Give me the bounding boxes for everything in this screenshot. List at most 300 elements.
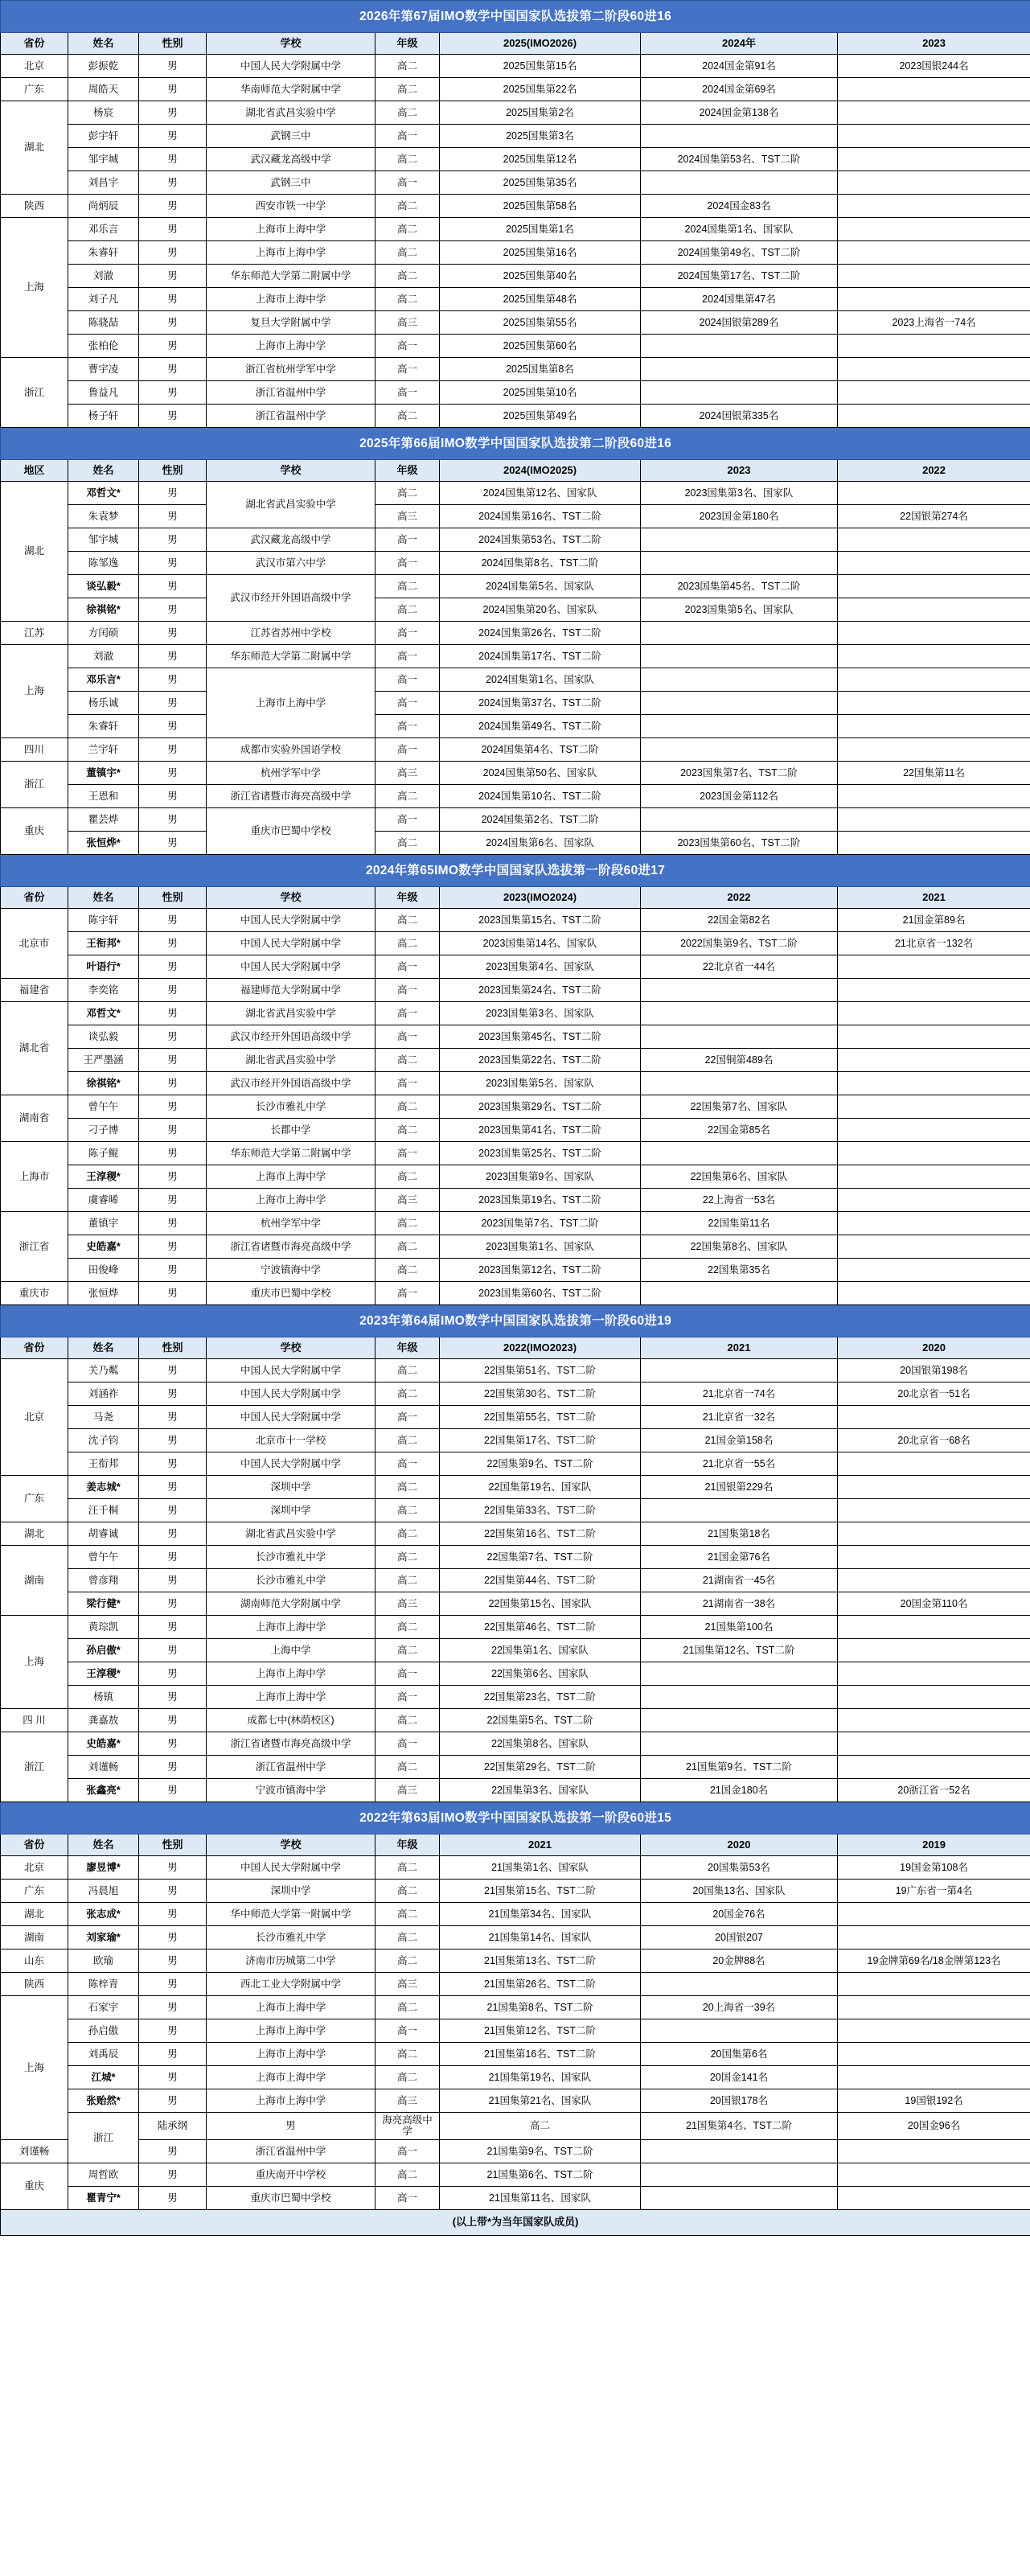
cell-year-2 [641, 979, 838, 1002]
table-row [1, 1996, 1030, 2019]
cell-year-1: 2025国集第2名 [440, 101, 641, 125]
cell-province: 浙江 [1, 1732, 68, 1802]
table-row [1, 1259, 1030, 1282]
cell-year-1: 21国集第4名、TST二阶 [641, 2113, 838, 2140]
cell-grade: 高一 [375, 1002, 440, 1025]
cell-school: 西安市铁一中学 [207, 195, 375, 218]
cell-province: 四川 [1, 738, 68, 762]
table-row [1, 645, 1030, 668]
cell-year-1: 2025国集第3名 [440, 125, 641, 148]
cell-grade: 高二 [375, 1856, 440, 1880]
column-header: 2021 [440, 1834, 641, 1856]
cell-province: 浙江 [1, 358, 68, 428]
table-row [1, 1142, 1030, 1165]
table-row [1, 1499, 1030, 1522]
cell-school: 上海市上海中学 [207, 2043, 375, 2066]
cell-school: 武钢三中 [207, 125, 375, 148]
cell-sex: 男 [139, 1949, 207, 1973]
table-row [1, 218, 1030, 241]
cell-grade: 高二 [440, 2113, 641, 2140]
cell-year-2 [641, 1732, 838, 1756]
cell-year-2: 2024国金第69名 [641, 78, 838, 101]
column-header-row [1, 460, 1030, 482]
cell-grade: 高二 [375, 1616, 440, 1639]
cell-year-3: 19国银192名 [838, 2089, 1030, 2113]
cell-name: 彭宇轩 [68, 125, 139, 148]
table-row [1, 692, 1030, 715]
table-row [1, 1002, 1030, 1025]
column-header: 年级 [375, 33, 440, 55]
cell-name: 姜志城* [68, 1476, 139, 1499]
cell-name: 石家宇 [68, 1996, 139, 2019]
table-section-title-row [1, 1305, 1030, 1337]
cell-school: 武汉藏龙高级中学 [207, 528, 375, 552]
cell-sex: 男 [139, 808, 207, 832]
cell-year-3 [838, 1072, 1030, 1095]
column-header: 性别 [139, 887, 207, 909]
cell-name: 谈弘毅* [68, 575, 139, 598]
cell-sex: 男 [139, 505, 207, 528]
cell-name: 杨宸 [68, 101, 139, 125]
cell-sex: 男 [139, 335, 207, 358]
cell-grade: 高一 [375, 125, 440, 148]
table-row [1, 1359, 1030, 1382]
column-header: 省份 [1, 1834, 68, 1856]
cell-name: 刘家瑜* [68, 1926, 139, 1949]
column-header: 学校 [207, 887, 375, 909]
cell-school: 复旦大学附属中学 [207, 311, 375, 335]
cell-year-2: 22国集第8名、国家队 [641, 1235, 838, 1259]
cell-year-1: 2023国集第14名、国家队 [440, 932, 641, 955]
column-header: 2019 [838, 1834, 1030, 1856]
cell-year-2: 2023国金第112名 [641, 785, 838, 808]
cell-grade: 高二 [375, 78, 440, 101]
cell-name: 彭振乾 [68, 55, 139, 78]
cell-year-3 [838, 1282, 1030, 1305]
cell-year-2: 20金牌88名 [641, 1949, 838, 1973]
table-row [1, 575, 1030, 598]
column-header: 年级 [375, 460, 440, 482]
cell-name: 刘谨畅 [68, 1756, 139, 1779]
cell-year-2 [641, 2186, 838, 2209]
cell-year-3 [838, 1406, 1030, 1429]
cell-year-3 [838, 1142, 1030, 1165]
cell-grade: 高一 [375, 1732, 440, 1756]
cell-sex: 男 [139, 1973, 207, 1996]
cell-year-1: 2024国集第16名、TST二阶 [440, 505, 641, 528]
cell-year-2: 2024国金第91名 [641, 55, 838, 78]
cell-sex: 男 [139, 528, 207, 552]
cell-year-3 [838, 482, 1030, 505]
cell-year-1: 2023国集第24名、TST二阶 [440, 979, 641, 1002]
cell-year-3 [838, 125, 1030, 148]
cell-year-2 [641, 2019, 838, 2043]
table-row [1, 1662, 1030, 1686]
cell-sex: 男 [139, 1235, 207, 1259]
table-row [1, 1973, 1030, 1996]
cell-grade: 高一 [375, 552, 440, 575]
cell-year-3 [838, 1212, 1030, 1235]
cell-year-1: 22国集第23名、TST二阶 [440, 1686, 641, 1709]
table-row [1, 1856, 1030, 1880]
cell-name: 张柏伦 [68, 335, 139, 358]
column-header: 年级 [375, 1337, 440, 1359]
cell-name: 刘禹辰 [68, 2043, 139, 2066]
cell-year-3 [838, 288, 1030, 311]
cell-grade: 高二 [375, 1546, 440, 1569]
cell-sex: 男 [139, 2163, 207, 2186]
cell-grade: 高三 [375, 311, 440, 335]
column-header: 性别 [139, 460, 207, 482]
cell-year-1: 21国集第1名、国家队 [440, 1856, 641, 1880]
cell-year-3 [838, 808, 1030, 832]
cell-year-2: 2023国集第60名、TST二阶 [641, 832, 838, 855]
cell-year-3: 19广东省一第4名 [838, 1880, 1030, 1903]
cell-year-1: 21国集第8名、TST二阶 [440, 1996, 641, 2019]
cell-year-2: 22国集第35名 [641, 1259, 838, 1282]
cell-year-1: 2023国集第60名、TST二阶 [440, 1282, 641, 1305]
cell-grade: 高三 [375, 1973, 440, 1996]
table-row [1, 715, 1030, 738]
cell-name: 梁行健* [68, 1592, 139, 1616]
cell-year-2: 2024国集第1名、国家队 [641, 218, 838, 241]
column-header: 2025(IMO2026) [440, 33, 641, 55]
table-row [1, 1546, 1030, 1569]
column-header: 地区 [1, 460, 68, 482]
cell-school: 成都七中(林荫校区) [207, 1709, 375, 1732]
cell-name: 瞿芸烨 [68, 808, 139, 832]
cell-year-1: 2025国集第49名 [440, 405, 641, 428]
cell-year-1: 2024国集第49名、TST二阶 [440, 715, 641, 738]
cell-name: 朱袁梦 [68, 505, 139, 528]
cell-name: 董镇宇* [68, 762, 139, 785]
cell-year-3 [838, 715, 1030, 738]
cell-grade: 高一 [375, 715, 440, 738]
cell-year-3 [838, 1546, 1030, 1569]
cell-grade: 高二 [375, 575, 440, 598]
table-row [1, 2066, 1030, 2089]
cell-school: 上海市上海中学 [207, 2089, 375, 2113]
cell-school: 西北工业大学附属中学 [207, 1973, 375, 1996]
cell-name: 王衔邦 [68, 1452, 139, 1476]
table-row [1, 311, 1030, 335]
cell-year-1: 2023国集第5名、国家队 [440, 1072, 641, 1095]
column-header: 年级 [375, 1834, 440, 1856]
cell-grade: 高一 [375, 668, 440, 692]
column-header-row [1, 33, 1030, 55]
cell-school: 上海市上海中学 [207, 1616, 375, 1639]
cell-year-2: 2023国集第5名、国家队 [641, 598, 838, 622]
table-row [1, 598, 1030, 622]
table-row [1, 195, 1030, 218]
cell-year-2: 2024国金第138名 [641, 101, 838, 125]
table-row [1, 1119, 1030, 1142]
cell-name: 黄琮凯 [68, 1616, 139, 1639]
cell-grade: 高二 [375, 1095, 440, 1119]
footnote-row [1, 2209, 1030, 2235]
column-header: 2022(IMO2023) [440, 1337, 641, 1359]
cell-year-2: 21国集第18名 [641, 1522, 838, 1546]
cell-name: 刘澈 [68, 645, 139, 668]
cell-grade: 高一 [375, 171, 440, 195]
cell-year-1: 22国集第55名、TST二阶 [440, 1406, 641, 1429]
cell-school: 浙江省温州中学 [207, 1756, 375, 1779]
cell-province: 上海 [1, 1616, 68, 1709]
column-header: 姓名 [68, 33, 139, 55]
cell-name: 董镇宇 [68, 1212, 139, 1235]
cell-year-2 [641, 381, 838, 405]
cell-year-1: 2025国集第48名 [440, 288, 641, 311]
table-row [1, 265, 1030, 288]
cell-grade: 高二 [375, 1476, 440, 1499]
cell-sex: 男 [139, 1282, 207, 1305]
section-title: 2025年第66届IMO数学中国国家队选拔第二阶段60进16 [1, 428, 1030, 460]
cell-grade: 高一 [375, 1662, 440, 1686]
table-row [1, 1686, 1030, 1709]
cell-grade: 高二 [375, 265, 440, 288]
cell-sex: 男 [139, 1429, 207, 1452]
cell-year-1: 2023国集第19名、TST二阶 [440, 1189, 641, 1212]
cell-year-2: 20国银178名 [641, 2089, 838, 2113]
table-row [1, 738, 1030, 762]
cell-school: 中国人民大学附属中学 [207, 55, 375, 78]
cell-year-1: 2024国集第6名、国家队 [440, 832, 641, 855]
cell-grade: 高一 [375, 528, 440, 552]
cell-school: 浙江省诸暨市海亮高级中学 [207, 1732, 375, 1756]
cell-grade: 高一 [375, 1142, 440, 1165]
table-row [1, 1756, 1030, 1779]
cell-grade: 高一 [375, 622, 440, 645]
table-row [1, 1452, 1030, 1476]
column-header: 学校 [207, 1834, 375, 1856]
cell-year-3 [838, 1756, 1030, 1779]
cell-school: 宁波市镇海中学 [207, 1779, 375, 1802]
table-row [1, 1476, 1030, 1499]
cell-year-3 [838, 405, 1030, 428]
cell-year-1: 2024国集第37名、TST二阶 [440, 692, 641, 715]
cell-name: 陈子鲲 [68, 1142, 139, 1165]
table-row [1, 2019, 1030, 2043]
cell-year-3 [838, 358, 1030, 381]
cell-sex: 男 [139, 979, 207, 1002]
cell-year-2: 20国金96名 [838, 2113, 1030, 2140]
table-row [1, 1165, 1030, 1189]
cell-year-3 [838, 1926, 1030, 1949]
table-section-title-row [1, 855, 1030, 887]
cell-year-2 [641, 552, 838, 575]
cell-province: 山东 [1, 1949, 68, 1973]
cell-name: 刘涵祚 [68, 1382, 139, 1406]
cell-school: 华东师范大学第二附属中学 [207, 645, 375, 668]
cell-sex: 男 [139, 1616, 207, 1639]
cell-school: 中国人民大学附属中学 [207, 1359, 375, 1382]
cell-school: 长沙市雅礼中学 [207, 1569, 375, 1592]
table-row [1, 405, 1030, 428]
cell-grade: 高二 [375, 1359, 440, 1382]
table-row [1, 1189, 1030, 1212]
table-row [1, 505, 1030, 528]
cell-sex: 男 [139, 738, 207, 762]
cell-grade: 高二 [375, 2043, 440, 2066]
cell-sex: 男 [139, 1072, 207, 1095]
cell-year-2: 22国金第82名 [641, 909, 838, 932]
cell-name: 曹宇凌 [68, 358, 139, 381]
table-row [1, 1235, 1030, 1259]
cell-sex: 男 [139, 909, 207, 932]
table-row [1, 335, 1030, 358]
cell-name: 王淳稷* [68, 1165, 139, 1189]
cell-name: 胡睿诚 [68, 1522, 139, 1546]
cell-year-3: 22国银第274名 [838, 505, 1030, 528]
cell-grade: 高二 [375, 1522, 440, 1546]
cell-school: 宁波镇海中学 [207, 1259, 375, 1282]
cell-year-3 [838, 1903, 1030, 1926]
cell-year-3 [838, 692, 1030, 715]
cell-school: 上海市上海中学 [207, 288, 375, 311]
cell-year-3: 20浙江省一52名 [838, 1779, 1030, 1802]
cell-grade: 高三 [375, 2089, 440, 2113]
cell-province: 北京市 [1, 909, 68, 979]
cell-year-1: 2024国集第50名、国家队 [440, 762, 641, 785]
cell-year-3 [838, 1259, 1030, 1282]
cell-year-1: 2024国集第26名、TST二阶 [440, 622, 641, 645]
cell-year-2 [641, 1499, 838, 1522]
cell-year-2: 21湖南省一45名 [641, 1569, 838, 1592]
table-row [1, 1025, 1030, 1049]
cell-year-3 [838, 622, 1030, 645]
cell-year-2: 21国金180名 [641, 1779, 838, 1802]
column-header: 2024(IMO2025) [440, 460, 641, 482]
cell-year-2: 20国集第6名 [641, 2043, 838, 2066]
column-header: 省份 [1, 33, 68, 55]
cell-year-2: 2023国集第7名、TST二阶 [641, 762, 838, 785]
cell-year-3: 2023国银244名 [838, 55, 1030, 78]
cell-province: 上海 [1, 1996, 68, 2140]
cell-name: 陈宇轩 [68, 909, 139, 932]
cell-sex: 男 [139, 1732, 207, 1756]
cell-grade: 高二 [375, 1259, 440, 1282]
cell-year-2 [641, 808, 838, 832]
column-header: 2022 [838, 460, 1030, 482]
cell-year-2: 2024国集第49名、TST二阶 [641, 241, 838, 265]
cell-year-1: 2023国集第41名、TST二阶 [440, 1119, 641, 1142]
cell-province: 四 川 [1, 1709, 68, 1732]
cell-year-3 [838, 2139, 1030, 2163]
cell-sex: 男 [139, 265, 207, 288]
table-row [1, 528, 1030, 552]
cell-name: 王衔邦* [68, 932, 139, 955]
cell-grade: 高一 [375, 1686, 440, 1709]
cell-sex: 男 [139, 622, 207, 645]
table-row [1, 1049, 1030, 1072]
column-header: 2023 [838, 33, 1030, 55]
cell-sex: 男 [139, 692, 207, 715]
cell-name: 孙启傲* [68, 1639, 139, 1662]
column-header: 2020 [838, 1337, 1030, 1359]
cell-province: 浙江 [68, 2113, 139, 2163]
cell-sex: 男 [139, 1259, 207, 1282]
cell-province: 上海 [1, 218, 68, 358]
cell-sex: 男 [139, 598, 207, 622]
cell-school: 浙江省诸暨市海亮高级中学 [207, 1235, 375, 1259]
column-header: 2022 [641, 887, 838, 909]
cell-year-1: 2023国集第22名、TST二阶 [440, 1049, 641, 1072]
cell-year-2 [641, 2139, 838, 2163]
cell-sex: 男 [139, 715, 207, 738]
cell-school: 浙江省温州中学 [207, 2139, 375, 2163]
cell-grade: 高二 [375, 1235, 440, 1259]
column-header: 年级 [375, 887, 440, 909]
column-header: 性别 [139, 1337, 207, 1359]
cell-sex: 男 [139, 1546, 207, 1569]
cell-grade: 高二 [375, 932, 440, 955]
cell-school: 济南市历城第二中学 [207, 1949, 375, 1973]
cell-sex: 男 [139, 932, 207, 955]
cell-year-3 [838, 785, 1030, 808]
cell-year-2 [641, 668, 838, 692]
column-header-row [1, 887, 1030, 909]
cell-name: 朱睿轩 [68, 241, 139, 265]
cell-grade: 高二 [375, 1756, 440, 1779]
cell-school: 上海市上海中学 [207, 2066, 375, 2089]
cell-year-3: 2023上海省一74名 [838, 311, 1030, 335]
cell-name: 冯晨旭 [68, 1880, 139, 1903]
cell-year-3 [838, 1616, 1030, 1639]
cell-school: 重庆市巴蜀中学校 [207, 2186, 375, 2209]
cell-school: 武汉市经开外国语高级中学 [207, 1025, 375, 1049]
cell-year-2: 21国集第12名、TST二阶 [641, 1639, 838, 1662]
cell-grade: 高二 [375, 241, 440, 265]
table-row [1, 668, 1030, 692]
table-row [1, 2186, 1030, 2209]
table-row [1, 808, 1030, 832]
cell-sex: 男 [139, 148, 207, 171]
cell-sex: 男 [139, 1522, 207, 1546]
cell-year-2: 2023国集第45名、TST二阶 [641, 575, 838, 598]
section-title: 2022年第63届IMO数学中国国家队选拔第一阶段60进15 [1, 1802, 1030, 1834]
column-header: 2020 [641, 1834, 838, 1856]
cell-school: 湖南师范大学附属中学 [207, 1592, 375, 1616]
cell-sex: 男 [139, 311, 207, 335]
cell-school: 武汉市经开外国语高级中学 [207, 1072, 375, 1095]
cell-name: 周哲欧 [68, 2163, 139, 2186]
cell-year-3 [838, 1569, 1030, 1592]
cell-school: 浙江省杭州学军中学 [207, 358, 375, 381]
cell-sex: 男 [139, 241, 207, 265]
cell-sex: 男 [139, 955, 207, 979]
cell-year-3 [838, 2043, 1030, 2066]
cell-name: 江城* [68, 2066, 139, 2089]
cell-sex: 男 [139, 1569, 207, 1592]
table-row [1, 101, 1030, 125]
cell-name: 朱睿轩 [68, 715, 139, 738]
cell-grade: 高一 [375, 1282, 440, 1305]
cell-grade: 高一 [375, 1025, 440, 1049]
cell-year-2 [641, 1973, 838, 1996]
cell-school: 重庆市巴蜀中学校 [207, 1282, 375, 1305]
cell-province: 北京 [1, 1856, 68, 1880]
cell-grade: 高一 [375, 1406, 440, 1429]
cell-province: 江苏 [1, 622, 68, 645]
table-row [1, 552, 1030, 575]
cell-year-3 [838, 101, 1030, 125]
cell-school: 湖北省武昌实验中学 [207, 482, 375, 528]
cell-year-3 [838, 2186, 1030, 2209]
footnote-text: (以上带*为当年国家队成员) [1, 2209, 1030, 2235]
column-header: 省份 [1, 887, 68, 909]
cell-year-1: 22国集第44名、TST二阶 [440, 1569, 641, 1592]
cell-year-2: 22国金第85名 [641, 1119, 838, 1142]
